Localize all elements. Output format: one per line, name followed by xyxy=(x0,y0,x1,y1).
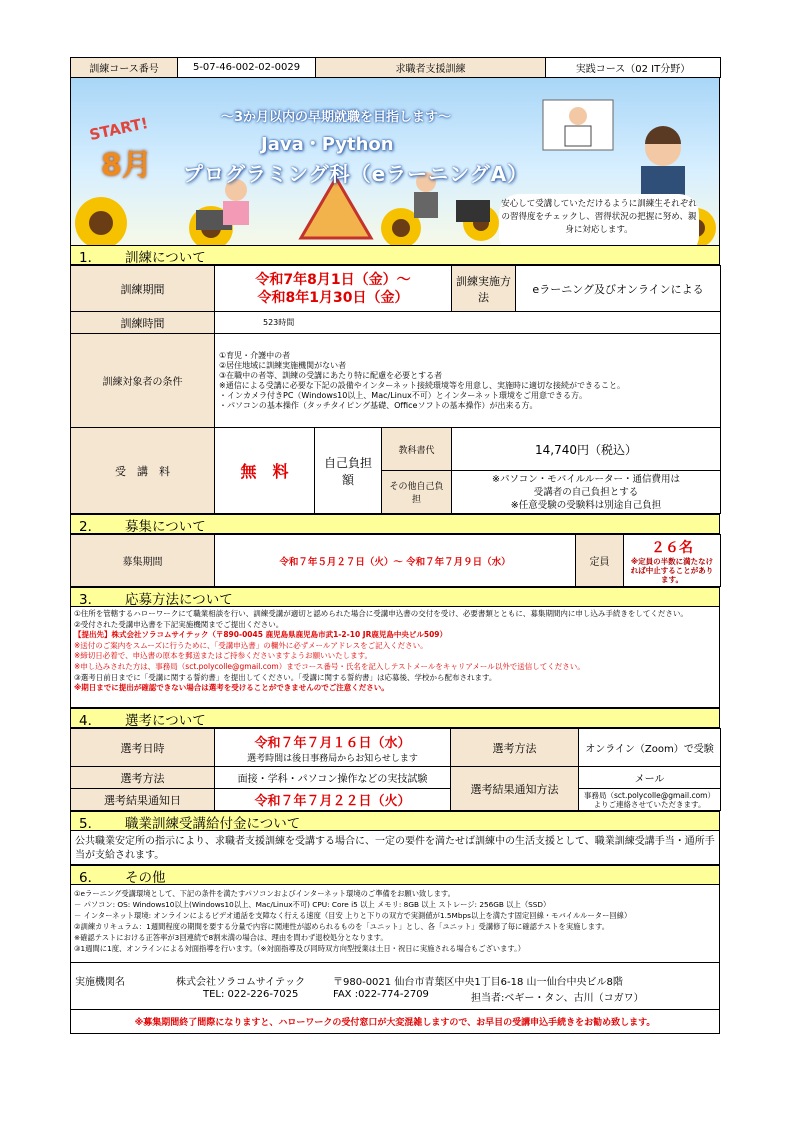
fee-label: 受 講 料 xyxy=(71,428,215,514)
institution-fax: FAX :022-774-2709 xyxy=(333,989,429,1000)
textbook-label: 教科書代 xyxy=(382,428,452,471)
eligibility-label: 訓練対象者の条件 xyxy=(71,334,215,428)
selection-date: 令和７年７月１６日（水） 選考時間は後日事務局からお知らせします xyxy=(215,729,451,767)
start-badge: START! xyxy=(87,114,150,144)
section-6-heading: 6． その他 xyxy=(70,865,720,885)
other-label: その他自己負担 xyxy=(382,471,452,514)
institution-tel: TEL: 022-226-7025 xyxy=(203,989,299,1000)
banner-title-1: Java・Python xyxy=(261,134,394,155)
institution-label: 実施機関名 xyxy=(75,977,125,988)
section-3-heading: 3． 応募方法について xyxy=(70,587,720,607)
notify-method-label: 選考結果通知方法 xyxy=(451,767,579,811)
selection-method-online: オンライン（Zoom）で受験 xyxy=(579,729,721,767)
monitor-icon xyxy=(543,100,613,150)
institution-block xyxy=(70,963,720,1010)
result-date: 令和７年７月２２日（火） xyxy=(215,789,451,811)
recruit-period: 令和７年５月２７日（火）～ 令和７年７月９日（水） xyxy=(215,535,576,587)
section-4-heading: 4． 選考について xyxy=(70,708,720,728)
notify-method: メール xyxy=(579,767,721,789)
other-info: ①eラーニング受講環境として、下記の条件を満たすパソコンおよびインターネット環境のご準備をお願い致します。 － パソコン: OS: Windows10以上(Windows10以上、Mac/Linux不可) CPU: Core i5 以上 メモリ: 8GB 以上 ストレージ: 256GB 以上（SSD） － インターネット環境: オンラインによるビデオ通話を支障なく行える速度（目安 上りと下りの双方で実測値が1.5Mbps以上を満たす固定回線・モバイルルーター回線） ②訓練カリキュラム：1週間程度の期間を要する分量で内容に関連性が認められるものを「ユニット」とし、各「ユニット」受講修了毎に確認テストを実施します。 ※確認テストにおける正答率が3回連続で8割未満の場合は、理由を問わず退校処分となります。 ③1週間に1度、オンラインによる対面指導を行います。（※対面指導及び同時双方向型授業は土日・祝日に実施される場合もございます。） xyxy=(70,885,720,963)
notify-method-note: 事務局（sct.polycolle@gmail.com）よりご連絡させていただきます。 xyxy=(579,789,721,811)
fee-value: 無 料 xyxy=(215,428,315,514)
selection-method-label: 選考方法 xyxy=(451,729,579,767)
footer-notice: ※募集期間終了間際になりますと、ハローワークの受付窓口が大変混雑しますので、お早目の受講申込手続きをお勧め致します。 xyxy=(70,1010,720,1034)
recruit-period-label: 募集期間 xyxy=(71,535,215,587)
application-method: ①住所を管轄するハローワークにて職業相談を行い、訓練受講が適切と認められた場合に受講申込書の交付を受け、必要書類とともに、募集期間内に申し込み手続きをしてください。 ②受付された受講申込書を下記実施機関までご提出ください。 【提出先】株式会社ソラコムサイテック（〒890-0045 鹿児島県鹿児島市武1-2-10 JR鹿児島中央ビル509） ※送付のご案内をスムーズに行うために、「受講申込書」の欄外に必ずメールアドレスをご記入ください。 ※締切日必着で、申込書の原本を郵送またはご持参くださいますようお願いいたします。 ※申し込みされた方は、事務局（sct.polycolle@gmail.com）までコース番号・氏名を記入しテストメールをキャリアメール以外で送信してください。 ③選考日前日までに「受講に関する誓約書」を提出してください。「受講に関する誓約書」は応募後、学校から配布されます。 ※期日までに提出が確認できない場合は選考を受けることができませんのでご注意ください。 xyxy=(70,607,720,708)
institution-contact: 担当者:ベギー・タン、古川（コガワ） xyxy=(471,993,644,1004)
training-table xyxy=(70,265,721,514)
flyer xyxy=(70,57,720,1034)
textbook-cost: 14,740円（税込） xyxy=(452,428,721,471)
result-date-label: 選考結果通知日 xyxy=(71,789,215,811)
header-table xyxy=(70,57,721,78)
section-5-heading: 5． 職業訓練受講給付金について xyxy=(70,811,720,831)
course-type: 実践コース（02 IT分野） xyxy=(546,58,721,78)
section-1-heading: 1． 訓練について xyxy=(70,245,720,265)
capacity: ２６名 ※定員の半数に満たなければ中止することがあります。 xyxy=(624,535,721,587)
institution-name: 株式会社ソラコムサイテック xyxy=(176,977,306,988)
capacity-label: 定員 xyxy=(576,535,624,587)
period-label: 訓練期間 xyxy=(71,266,215,312)
section-2-heading: 2． 募集について xyxy=(70,514,720,534)
speech-bubble: 安心して受講していただけるように訓練生それぞれの習得度をチェックし、習得状況の把握に努め、親身に対応します。 xyxy=(499,194,699,245)
course-number: 5-07-46-002-02-0029 xyxy=(178,58,316,78)
selection-table xyxy=(70,728,721,811)
training-method: eラーニング及びオンラインによる xyxy=(516,266,721,312)
month-badge: 8月 xyxy=(101,148,152,183)
selection-method-label-2: 選考方法 xyxy=(71,767,215,789)
other-costs: ※パソコン・モバイルルーター・通信費用は 受講者の自己負担とする ※任意受験の受験料は別途自己負担 xyxy=(452,471,721,514)
course-number-label: 訓練コース番号 xyxy=(71,58,178,78)
training-hours: 523時間 xyxy=(215,312,721,334)
institution-address: 〒980-0021 仙台市青葉区中央1丁目6-18 山一仙台中央ビル8階 xyxy=(333,977,623,988)
benefit-text: 公共職業安定所の指示により、求職者支援訓練を受講する場合に、一定の要件を満たせば訓練中の生活支援として、職業訓練受講手当・通所手当が支給されます。 xyxy=(70,831,720,865)
self-burden-label: 自己負担額 xyxy=(315,428,382,514)
banner-title-2: プログラミング科（eラーニングA） xyxy=(183,162,529,186)
eligibility-list: ①育児・介護中の者 ②居住地域に訓練実施機関がない者 ③在職中の者等、訓練の受講にあたり特に配慮を必要とする者 ※通信による受講に必要な下記の設備やインターネット接続環境等を用意し、実施時に適切な接続ができること。 ・インカメラ付きPC（Windows10以上、Mac/Linux不可）とインターネット環境をご用意できる方。 ・パソコンの基本操作（タッチタイピング基礎、Officeソフトの基本操作）が出来る方。 xyxy=(215,334,721,428)
selection-content: 面接・学科・パソコン操作などの実技試験 xyxy=(215,767,451,789)
banner xyxy=(70,78,720,245)
method-label: 訓練実施方法 xyxy=(452,266,516,312)
recruitment-table xyxy=(70,534,721,587)
course-category: 求職者支援訓練 xyxy=(316,58,546,78)
banner-subtitle: 〜3か月以内の早期就職を目指します〜 xyxy=(221,110,452,125)
training-period: 令和7年8月1日（金）～ 令和8年1月30日（金） xyxy=(215,266,452,312)
hours-label: 訓練時間 xyxy=(71,312,215,334)
pencil-character-icon xyxy=(301,178,371,238)
selection-date-label: 選考日時 xyxy=(71,729,215,767)
